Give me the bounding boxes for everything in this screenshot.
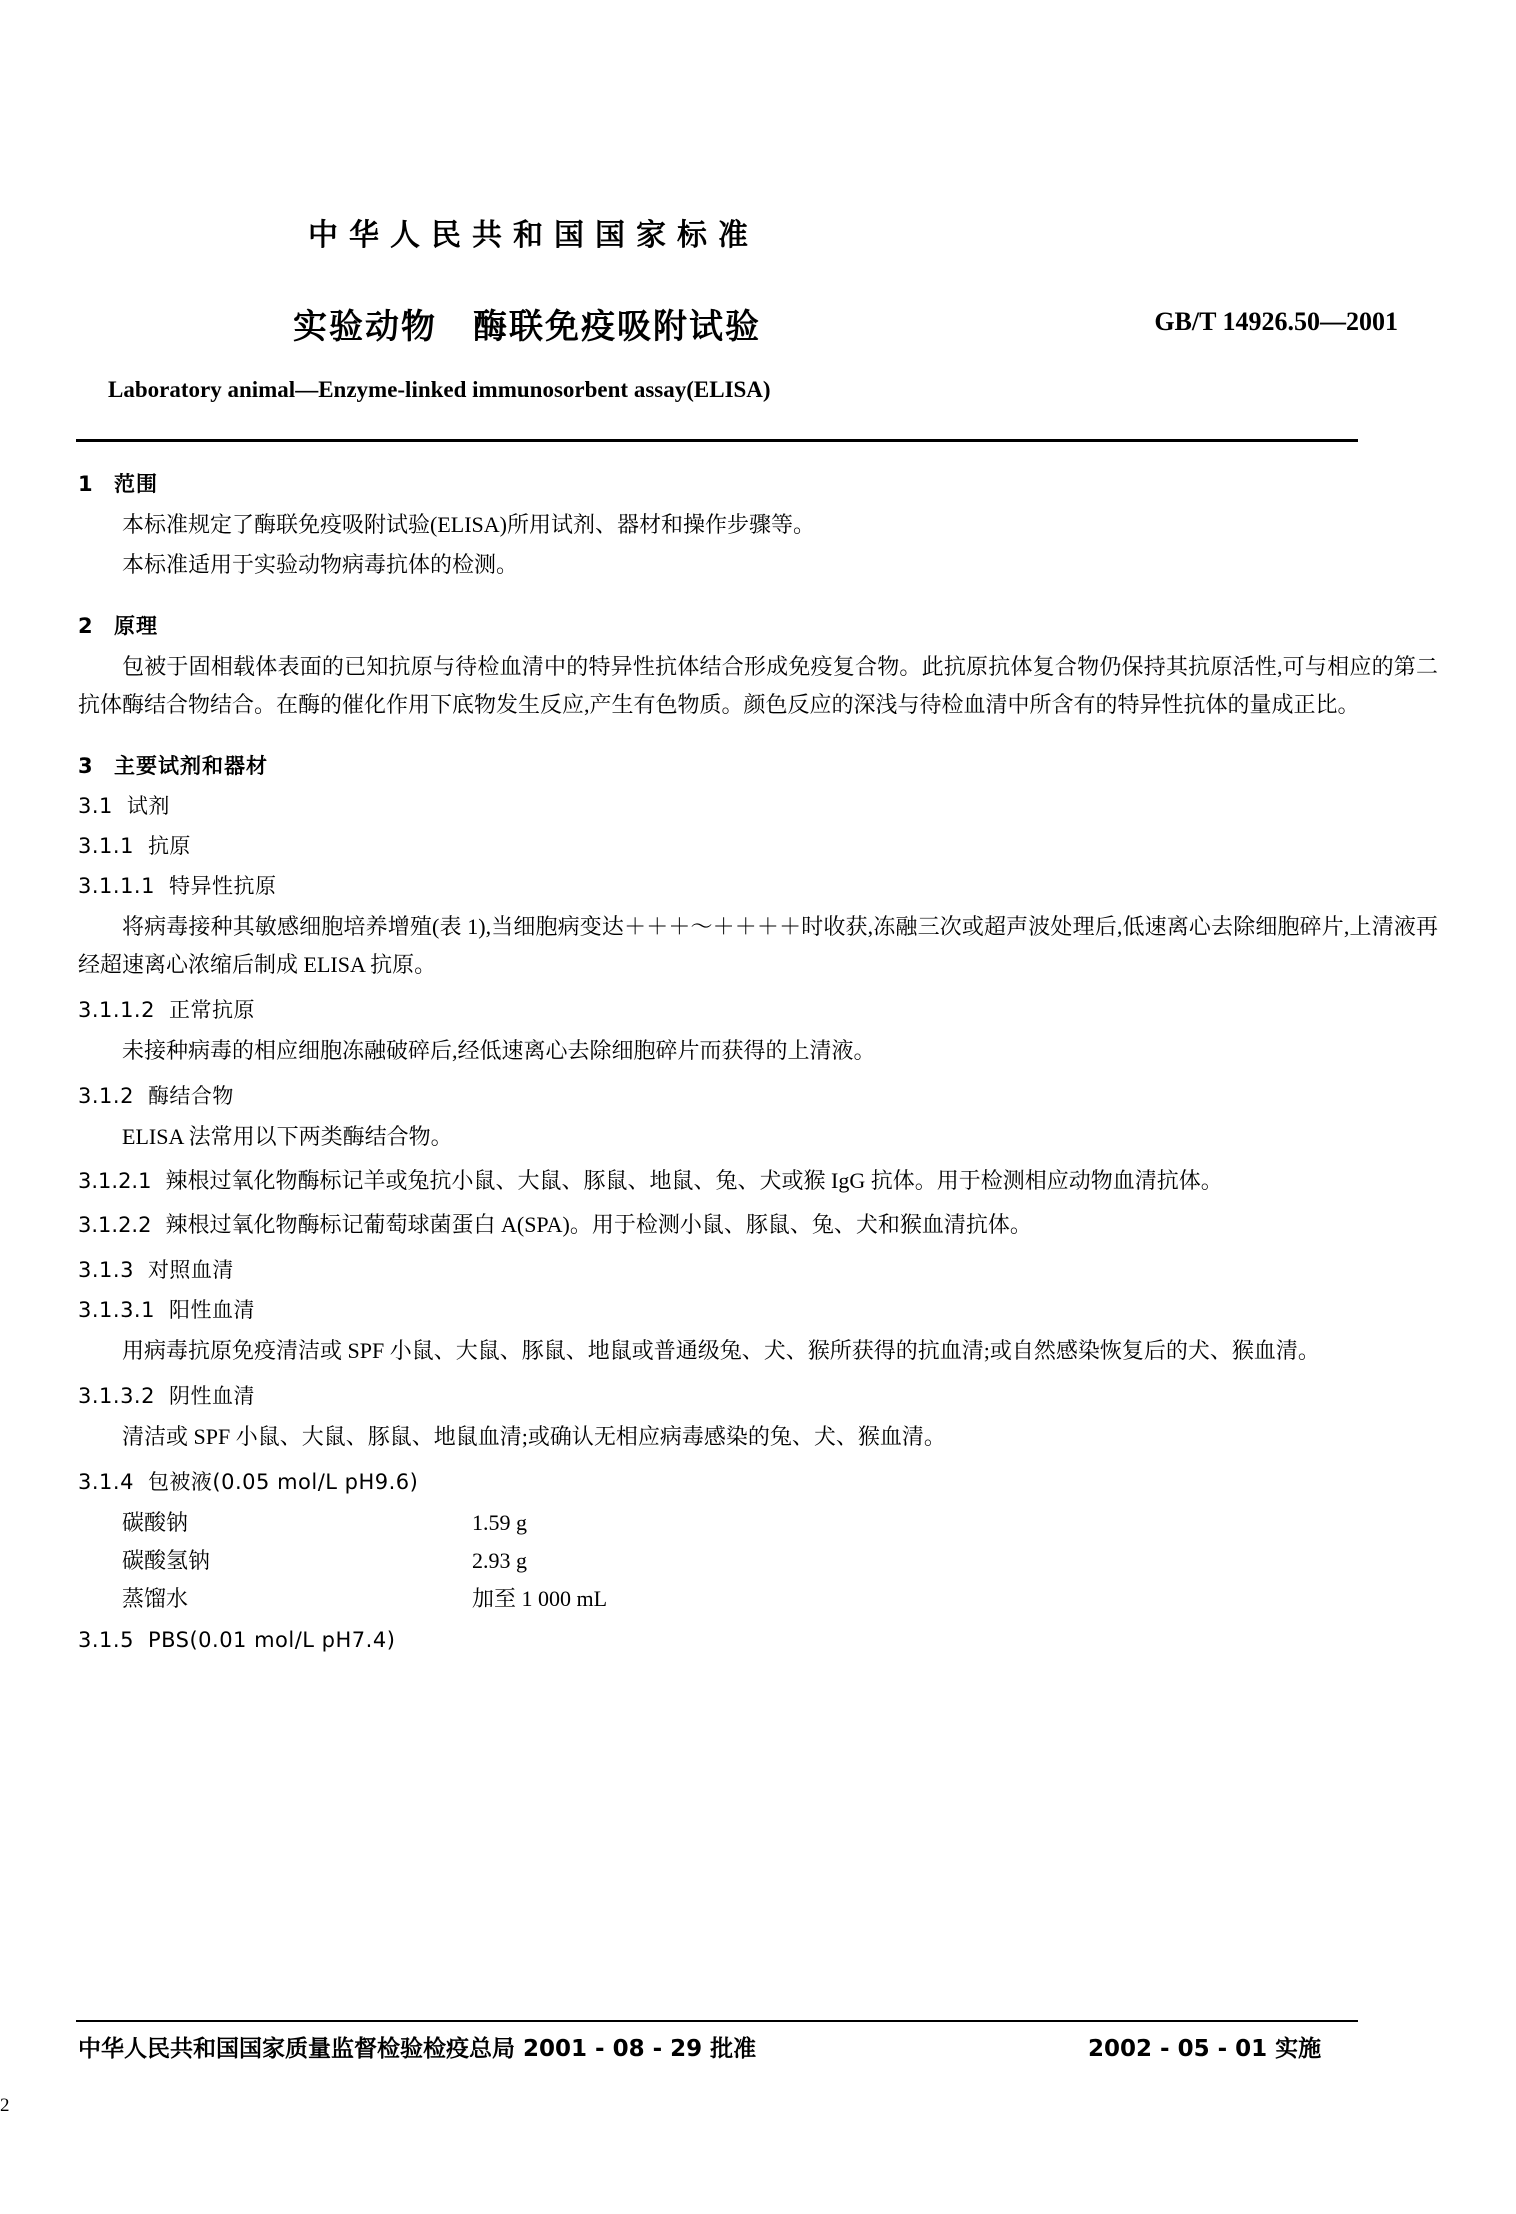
section-heading-3 (78, 750, 1438, 780)
subsection-3-1-3-1-text: 用病毒抗原免疫清洁或 SPF 小鼠、大鼠、豚鼠、地鼠或普通级兔、犬、猴所获得的抗血清;或自然感染恢复后的犬、猴血清。 (122, 1338, 1320, 1363)
section-1-paragraph-2: 本标准适用于实验动物病毒抗体的检测。 (122, 552, 519, 577)
national-standard-title: 中华人民共和国国家标准 (308, 218, 759, 253)
footer-divider (76, 2020, 1358, 2022)
subsection-3-1-2-2 (78, 1206, 1438, 1244)
subsection-3-1-1-1-text: 将病毒接种其敏感细胞培养增殖(表 1),当细胞病变达＋＋＋～＋＋＋＋时收获,冻融三次或超声波处理后,低速离心去除细胞碎片,上清液再经超速离心浓缩后制成 ELISA 抗原。 (78, 914, 1438, 977)
reagent-amount: 2.93 g (472, 1548, 527, 1573)
subsection-3-1-5-number: 3.1.5 (78, 1628, 134, 1652)
section-heading-2 (78, 610, 1438, 640)
reagent-name: 碳酸钠 (122, 1510, 189, 1535)
subsection-3-1-3-number: 3.1.3 (78, 1258, 134, 1282)
subsection-3-1-2-1 (78, 1162, 1438, 1200)
subsection-3-1-3-2 (78, 1380, 1438, 1410)
subsection-3-1-2-label: 酶结合物 (147, 1084, 234, 1108)
reagent-name: 蒸馏水 (122, 1586, 189, 1611)
subsection-3-1-3 (78, 1254, 1438, 1284)
subsection-3-1-label: 试剂 (126, 794, 170, 818)
section-title-3: 主要试剂和器材 (114, 754, 268, 778)
title-row (78, 299, 1438, 347)
footer-implementation: 2002 - 05 - 01 实施 (1088, 2036, 1322, 2062)
section-number-3: 3 (78, 754, 94, 778)
subsection-3-1-3-1-label: 阳性血清 (168, 1298, 255, 1322)
subsection-3-1-3-2-text: 清洁或 SPF 小鼠、大鼠、豚鼠、地鼠血清;或确认无相应病毒感染的兔、犬、猴血清。 (122, 1424, 946, 1449)
section-number-2: 2 (78, 614, 94, 638)
subsection-3-1-5 (78, 1628, 1438, 1652)
section-title-1: 范围 (114, 472, 158, 496)
footer-row (78, 2030, 1438, 2066)
subsection-3-1-4-label: 包被液(0.05 mol/L pH9.6) (147, 1470, 419, 1494)
subsection-3-1-2-1-text: 辣根过氧化物酶标记羊或兔抗小鼠、大鼠、豚鼠、地鼠、兔、犬或猴 IgG 抗体。用于检测相应动物血清抗体。 (165, 1168, 1223, 1193)
footer-approval: 中华人民共和国国家质量监督检验检疫总局 2001 - 08 - 29 批准 (78, 2036, 757, 2062)
subsection-3-1-1-2-label: 正常抗原 (168, 998, 255, 1022)
subsection-3-1-3-label: 对照血清 (147, 1258, 234, 1282)
subsection-3-1-1-1-label: 特异性抗原 (168, 874, 277, 898)
table-row (122, 1504, 1438, 1542)
subsection-3-1-number: 3.1 (78, 794, 113, 818)
document-title: 实验动物 酶联免疫吸附试验 (293, 307, 761, 347)
subsection-3-1-1-2-number: 3.1.1.2 (78, 998, 155, 1022)
subsection-3-1-2-2-text: 辣根过氧化物酶标记葡萄球菌蛋白 A(SPA)。用于检测小鼠、豚鼠、兔、犬和猴血清抗体。 (165, 1212, 1032, 1237)
subsection-3-1-1-2 (78, 994, 1438, 1024)
subsection-3-1-1-1 (78, 870, 1438, 900)
subsection-3-1-4 (78, 1466, 1438, 1496)
section-title-2: 原理 (114, 614, 158, 638)
subsection-3-1-1-2-text: 未接种病毒的相应细胞冻融破碎后,经低速离心去除细胞碎片而获得的上清液。 (122, 1038, 876, 1063)
standard-number: GB/T 14926.50—2001 (1154, 307, 1398, 336)
subsection-3-1-1-number: 3.1.1 (78, 834, 134, 858)
coating-solution-table (122, 1504, 1438, 1618)
subsection-3-1-2-2-number: 3.1.2.2 (78, 1213, 152, 1237)
section-number-1: 1 (78, 472, 94, 496)
subsection-3-1-1-1-number: 3.1.1.1 (78, 874, 155, 898)
section-heading-1 (78, 468, 1438, 498)
subsection-3-1-2-number: 3.1.2 (78, 1084, 134, 1108)
subsection-3-1-3-2-label: 阴性血清 (168, 1384, 255, 1408)
subsection-3-1-2 (78, 1080, 1438, 1110)
subsection-3-1-5-label: PBS(0.01 mol/L pH7.4) (147, 1628, 396, 1652)
page-content (78, 0, 1438, 1652)
reagent-name: 碳酸氢钠 (122, 1548, 211, 1573)
subsection-3-1-3-1-number: 3.1.3.1 (78, 1298, 155, 1322)
header-divider (76, 439, 1358, 442)
reagent-amount: 1.59 g (472, 1510, 527, 1535)
table-row (122, 1580, 1438, 1618)
subsection-3-1-3-2-number: 3.1.3.2 (78, 1384, 155, 1408)
subsection-3-1 (78, 790, 1438, 820)
subsection-3-1-1-label: 抗原 (147, 834, 191, 858)
table-row (122, 1542, 1438, 1580)
document-title-english: Laboratory animal—Enzyme-linked immunosorbent assay(ELISA) (108, 377, 771, 402)
subsection-3-1-1 (78, 830, 1438, 860)
subsection-3-1-2-1-number: 3.1.2.1 (78, 1169, 152, 1193)
subsection-3-1-4-number: 3.1.4 (78, 1470, 134, 1494)
subsection-3-1-2-text: ELISA 法常用以下两类酶结合物。 (122, 1124, 453, 1149)
page-number: 2 (0, 2095, 10, 2116)
reagent-amount: 加至 1 000 mL (472, 1586, 608, 1611)
section-2-paragraph-1: 包被于固相载体表面的已知抗原与待检血清中的特异性抗体结合形成免疫复合物。此抗原抗体复合物仍保持其抗原活性,可与相应的第二抗体酶结合物结合。在酶的催化作用下底物发生反应,产生有色物质。颜色反应的深浅与待检血清中所含有的特异性抗体的量成正比。 (78, 654, 1438, 717)
page-footer (78, 2020, 1438, 2066)
subsection-3-1-3-1 (78, 1294, 1438, 1324)
section-1-paragraph-1: 本标准规定了酶联免疫吸附试验(ELISA)所用试剂、器材和操作步骤等。 (122, 512, 815, 537)
